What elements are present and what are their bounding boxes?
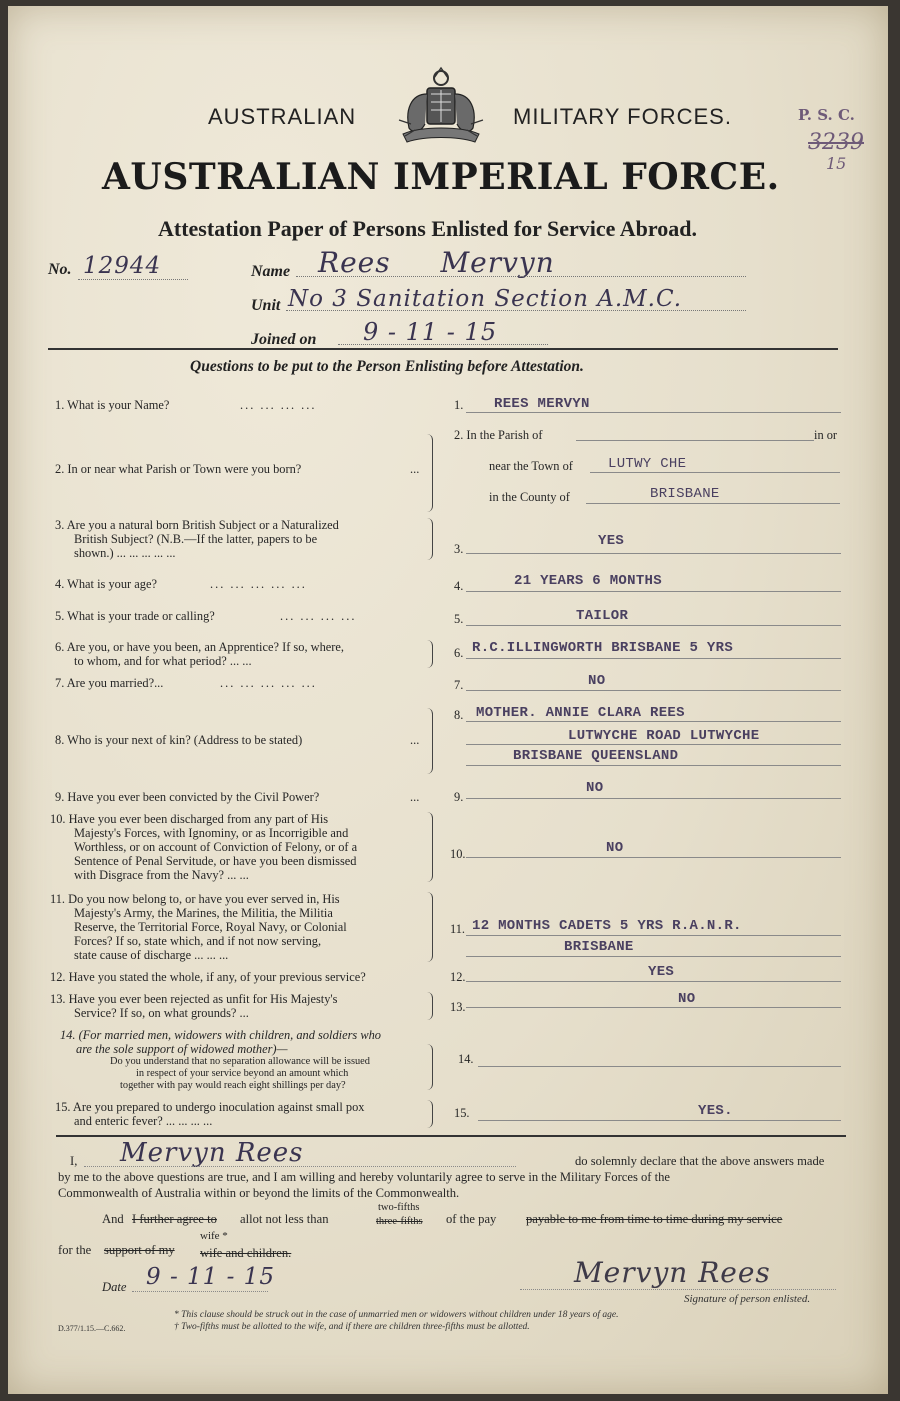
q6-line-a: 6. Are you, or have you been, an Apprentice? If so, where,: [55, 640, 345, 654]
q8-answer-1: MOTHER. ANNIE CLARA REES: [476, 705, 685, 721]
q2-county-value: BRISBANE: [650, 486, 720, 502]
q7-text: 7. Are you married?...: [55, 676, 164, 690]
q8-num: 8.: [454, 708, 464, 722]
wife-and-children: wife and children.: [200, 1246, 292, 1260]
q4-dots: ... ... ... ... ...: [210, 577, 307, 591]
allot-and: And: [102, 1212, 124, 1226]
q3-num: 3.: [454, 542, 464, 556]
date-value: 9 - 11 - 15: [146, 1264, 275, 1290]
unit-label: Unit: [251, 297, 281, 314]
q10-answer: NO: [606, 840, 624, 856]
q2-text: 2. In or near what Parish or Town were you born?: [55, 462, 302, 476]
form-code: D.377/1.15.—C.662.: [58, 1324, 126, 1333]
q1-text: 1. What is your Name?: [55, 398, 170, 412]
q12-num: 12.: [450, 970, 466, 984]
support-struck: support of my: [104, 1243, 175, 1257]
q9-text: 9. Have you ever been convicted by the Civil Power?: [55, 790, 320, 804]
q8-dots: ...: [410, 733, 420, 747]
header-right: MILITARY FORCES.: [513, 104, 732, 129]
q7-num: 7.: [454, 678, 464, 692]
q14-line-d: in respect of your service beyond an amount which: [136, 1068, 349, 1079]
q2-town-label: near the Town of: [489, 459, 573, 473]
q3-line-b: British Subject? (N.B.—If the latter, papers to be: [74, 532, 318, 546]
allot-struck: I further agree to: [132, 1212, 217, 1226]
q15-line: [478, 1120, 841, 1121]
header-left: AUSTRALIAN: [208, 104, 357, 129]
q6-brace: [426, 640, 433, 668]
q6-line: [466, 658, 841, 659]
date-line: [132, 1291, 268, 1292]
q13-brace: [426, 992, 433, 1020]
q10-line-e: with Disgrace from the Navy? ... ...: [74, 868, 249, 882]
q13-line: [466, 1007, 841, 1008]
q9-answer: NO: [586, 780, 604, 796]
q8-line-2: [466, 744, 841, 745]
q10-num: 10.: [450, 847, 466, 861]
q10-line-b: Majesty's Forces, with Ignominy, or as Incorrigible and: [74, 826, 349, 840]
q8-text: 8. Who is your next of kin? (Address to be stated): [55, 733, 303, 747]
q1-num: 1.: [454, 398, 464, 412]
q14-num: 14.: [458, 1052, 474, 1066]
q1-dots: ... ... ... ...: [240, 398, 317, 412]
joined-line: [338, 344, 548, 345]
no-value: 12944: [83, 253, 162, 279]
q11-line-a: 11. Do you now belong to, or have you ever served in, His: [50, 892, 340, 906]
q6-line-b: to whom, and for what period? ... ...: [74, 654, 252, 668]
q8-brace: [426, 708, 433, 774]
header-subtitle: Attestation Paper of Persons Enlisted for Service Abroad.: [158, 216, 697, 241]
declaration-text-2: by me to the above questions are true, and I am willing and hereby voluntarily agree to serve in the Military Forces of the: [58, 1170, 671, 1184]
q3-brace: [426, 518, 433, 560]
q14-brace: [426, 1044, 433, 1090]
q7-line: [466, 690, 841, 691]
q11-line-e: state cause of discharge ... ... ...: [74, 948, 229, 962]
q11-answer-1: 12 MONTHS CADETS 5 YRS R.A.N.R.: [472, 918, 742, 934]
q4-num: 4.: [454, 579, 464, 593]
q8-answer-2: LUTWYCHE ROAD LUTWYCHE: [568, 728, 760, 744]
corner-number: 3239: [808, 130, 864, 155]
q4-line: [466, 591, 841, 592]
q12-line: [466, 981, 841, 982]
q11-line-2: [466, 956, 841, 957]
unit-value: No 3 Sanitation Section A.M.C.: [288, 286, 683, 312]
frac-top: two-fifths: [378, 1202, 420, 1213]
q9-dots: ...: [410, 790, 420, 804]
q9-line: [466, 798, 841, 799]
for-the: for the: [58, 1243, 92, 1257]
q5-line: [466, 625, 841, 626]
declaration-signature-name: Mervyn Rees: [120, 1138, 304, 1168]
questions-heading: Questions to be put to the Person Enlisting before Attestation.: [190, 358, 584, 375]
joined-label: Joined on: [251, 331, 317, 348]
frac-bottom: three-fifths: [376, 1216, 423, 1227]
q1-answer: REES MERVYN: [494, 396, 590, 412]
signature-caption: Signature of person enlisted.: [684, 1293, 811, 1305]
declaration-text-3: Commonwealth of Australia within or beyond the limits of the Commonwealth.: [58, 1186, 460, 1200]
allot-struck-2: payable to me from time to time during my service: [526, 1212, 783, 1226]
q1-line: [466, 412, 841, 413]
q3-line-c: shown.) ... ... ... ... ...: [74, 546, 176, 560]
q10-line-c: Worthless, or on account of Conviction of Felony, or of a: [74, 840, 358, 854]
q5-num: 5.: [454, 612, 464, 626]
q13-line-a: 13. Have you ever been rejected as unfit for His Majesty's: [50, 992, 338, 1006]
q2-town-line: [590, 472, 840, 473]
name-value: Rees Mervyn: [318, 246, 555, 279]
no-line: [78, 279, 188, 280]
allot-mid: allot not less than: [240, 1212, 329, 1226]
attestation-paper: [8, 6, 888, 1394]
q13-line-b: Service? If so, on what grounds? ...: [74, 1006, 249, 1020]
q2-parish-label: 2. In the Parish of: [454, 428, 543, 442]
q12-answer: YES: [648, 964, 675, 980]
declaration-text-1: do solemnly declare that the above answers made: [575, 1154, 825, 1168]
q4-answer: 21 YEARS 6 MONTHS: [514, 573, 662, 589]
q3-line: [466, 553, 841, 554]
joined-value: 9 - 11 - 15: [363, 318, 498, 346]
q15-answer: YES.: [698, 1103, 733, 1119]
q11-brace: [426, 892, 433, 962]
q6-answer: R.C.ILLINGWORTH BRISBANE 5 YRS: [472, 640, 734, 656]
footnote-1: * This clause should be struck out in the case of unmarried men or widowers without children under 18 years of age.: [174, 1310, 619, 1320]
q11-line-1: [466, 935, 841, 936]
no-label: No.: [48, 261, 72, 278]
q8-line-1: [466, 721, 841, 722]
declaration-name-line: [84, 1166, 516, 1167]
q15-line-a: 15. Are you prepared to undergo inoculation against small pox: [55, 1100, 365, 1114]
footnote-2: † Two-fifths must be allotted to the wife, and if there are children three-fifths must be allotted.: [174, 1322, 530, 1332]
q5-text: 5. What is your trade or calling?: [55, 609, 215, 623]
wife-label: wife *: [200, 1230, 228, 1242]
allot-of: of the pay: [446, 1212, 497, 1226]
q15-num: 15.: [454, 1106, 470, 1120]
q10-line: [466, 857, 841, 858]
name-line: [296, 276, 746, 277]
enlistee-signature: Mervyn Rees: [574, 1256, 771, 1289]
q13-answer: NO: [678, 991, 696, 1007]
q13-num: 13.: [450, 1000, 466, 1014]
q3-answer: YES: [598, 533, 625, 549]
q10-line-d: Sentence of Penal Servitude, or have you been dismissed: [74, 854, 357, 868]
q11-num: 11.: [450, 922, 466, 936]
q5-answer: TAILOR: [576, 608, 629, 624]
q11-line-b: Majesty's Army, the Marines, the Militia, the Militia: [74, 906, 333, 920]
name-label: Name: [251, 263, 291, 280]
q2-dots: ...: [410, 462, 420, 476]
q2-parish-or: in or: [814, 428, 838, 442]
q7-answer: NO: [588, 673, 606, 689]
q3-line-a: 3. Are you a natural born British Subject or a Naturalized: [55, 518, 339, 532]
q12-text: 12. Have you stated the whole, if any, of your previous service?: [50, 970, 366, 984]
q2-brace: [426, 434, 433, 512]
q10-brace: [426, 812, 433, 882]
q9-num: 9.: [454, 790, 464, 804]
q2-county-line: [586, 503, 840, 504]
header-title: AUSTRALIAN IMPERIAL FORCE.: [102, 156, 780, 198]
q11-line-d: Forces? If so, state which, and if not now serving,: [74, 934, 322, 948]
corner-sub: 15: [826, 154, 847, 173]
q8-line-3: [466, 765, 841, 766]
q2-town-value: LUTWY CHE: [608, 456, 687, 472]
q14-line: [478, 1066, 841, 1067]
q8-answer-3: BRISBANE QUEENSLAND: [513, 748, 679, 764]
q11-answer-2: BRISBANE: [564, 939, 634, 955]
date-label: Date: [102, 1280, 127, 1294]
q4-text: 4. What is your age?: [55, 577, 157, 591]
q2-parish-line: [576, 440, 814, 441]
q10-line-a: 10. Have you ever been discharged from any part of His: [50, 812, 329, 826]
declaration-i: I,: [70, 1154, 78, 1168]
q5-dots: ... ... ... ...: [280, 609, 357, 623]
q7-dots: ... ... ... ... ...: [220, 676, 317, 690]
q2-county-label: in the County of: [489, 490, 570, 504]
signature-line: [520, 1289, 836, 1290]
q15-brace: [426, 1100, 433, 1128]
q6-num: 6.: [454, 646, 464, 660]
q14-line-e: together with pay would reach eight shillings per day?: [120, 1080, 346, 1091]
q15-line-b: and enteric fever? ... ... ... ...: [74, 1114, 213, 1128]
mid-rule: [56, 1135, 846, 1137]
unit-line: [286, 310, 746, 311]
q11-line-c: Reserve, the Territorial Force, Royal Navy, or Colonial: [74, 920, 347, 934]
q14-line-c: Do you understand that no separation allowance will be issued: [110, 1056, 370, 1067]
top-rule: [48, 348, 838, 350]
q14-line-a: 14. (For married men, widowers with children, and soldiers who: [60, 1028, 382, 1042]
coat-of-arms-icon: [391, 64, 491, 154]
corner-stamp: P. S. C.: [798, 106, 855, 124]
q14-line-b: are the sole support of widowed mother)—: [76, 1042, 288, 1056]
